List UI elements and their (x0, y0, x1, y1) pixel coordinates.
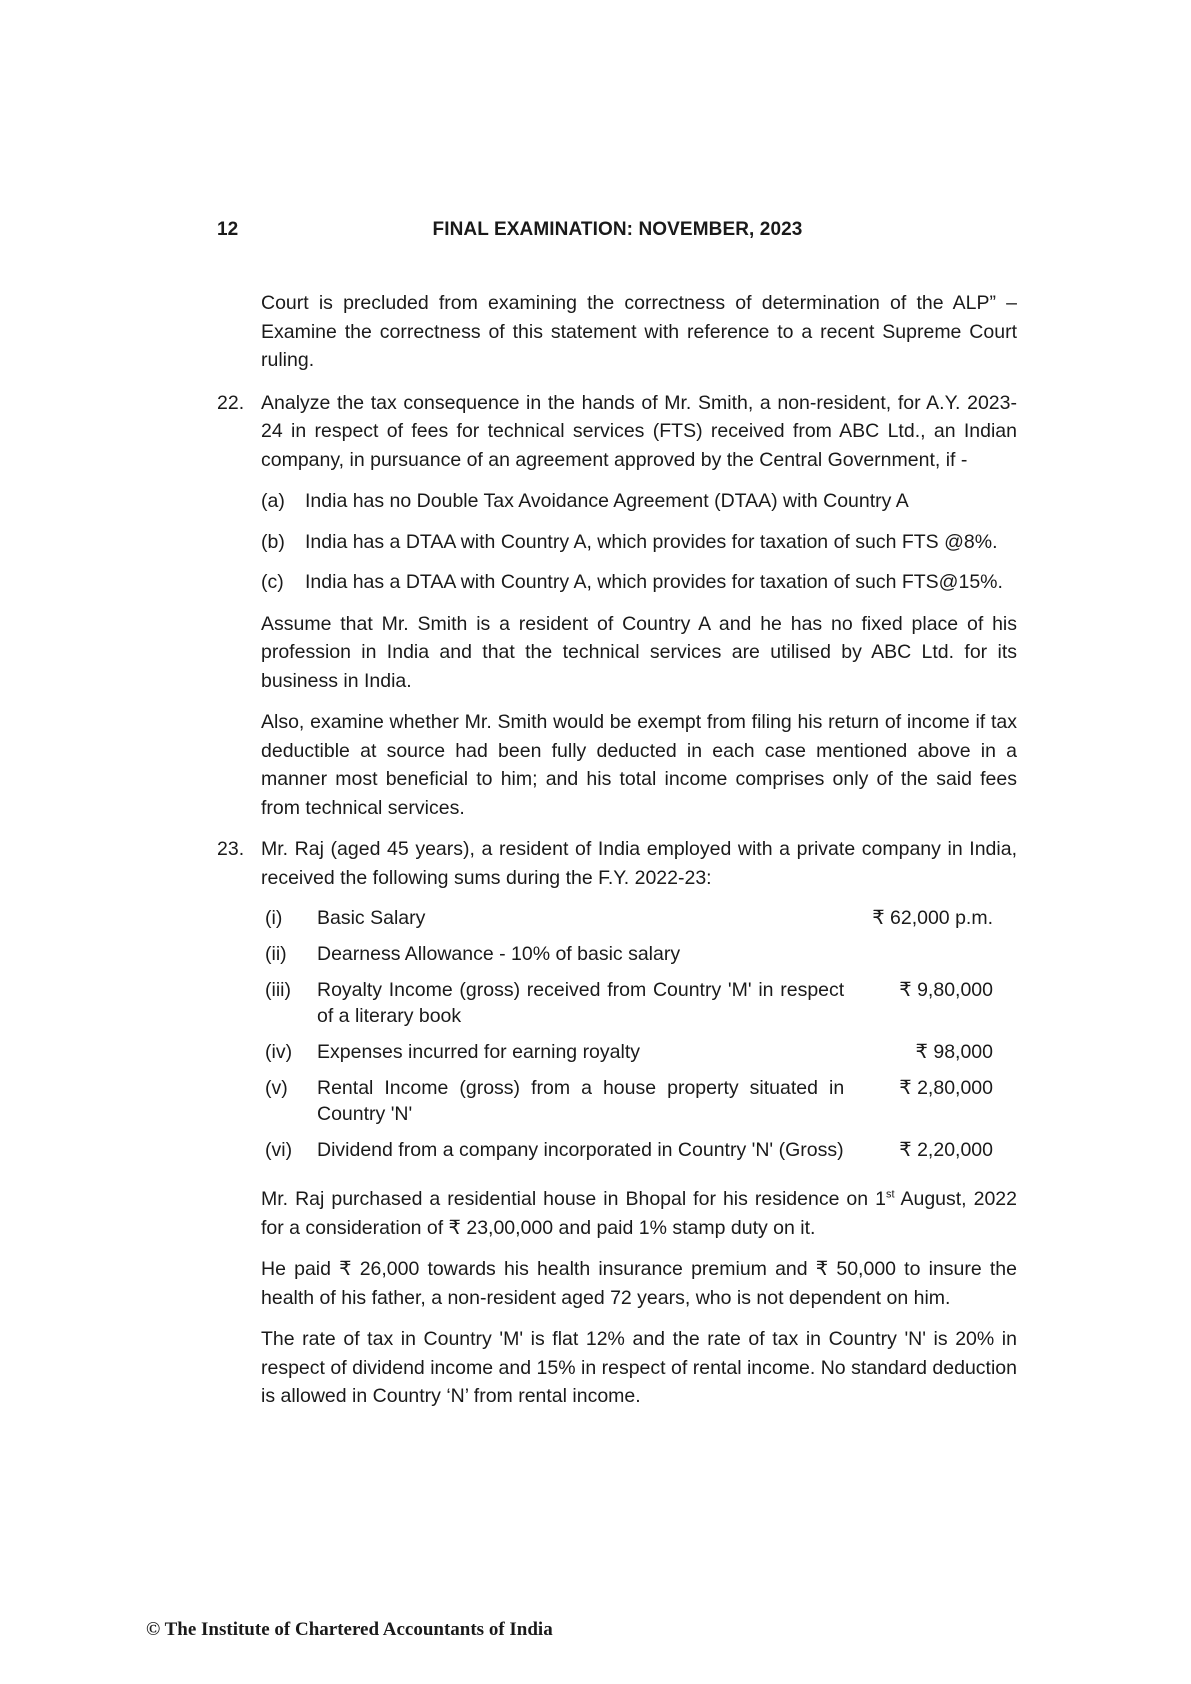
list-item (261, 487, 1017, 516)
row-description: Rental Income (gross) from a house property situated in Country 'N' (317, 1077, 845, 1125)
table-row (261, 1075, 999, 1137)
table-row (261, 941, 999, 977)
question-body (261, 835, 1017, 1424)
table-row (261, 1137, 999, 1173)
page-number: 12 (217, 219, 239, 240)
question-body (261, 389, 1017, 836)
house-text-start: Mr. Raj purchased a residential house in Bhopal for his residence on 1 (261, 1188, 886, 1210)
question-22 (217, 389, 1017, 836)
question-intro: Mr. Raj (aged 45 years), a resident of India employed with a private company in India, received the following sums during the F.Y. 2022-23: (261, 838, 1017, 889)
row-label: (ii) (265, 943, 287, 965)
list-item-text: India has no Double Tax Avoidance Agreement (DTAA) with Country A (305, 490, 909, 512)
sub-item-list (261, 487, 1017, 597)
table-row (261, 905, 999, 941)
row-amount: ₹ 98,000 (915, 1041, 993, 1063)
list-item (261, 528, 1017, 557)
row-label: (vi) (265, 1139, 293, 1161)
footer-copyright: © The Institute of Chartered Accountants of India (146, 1619, 553, 1640)
row-description: Basic Salary (317, 907, 426, 929)
row-description: Royalty Income (gross) received from Country 'M' in respect of a literary book (317, 979, 845, 1027)
row-amount: ₹ 9,80,000 (899, 979, 993, 1001)
house-purchase-paragraph (261, 1185, 1017, 1242)
question-number: 22. (217, 391, 245, 414)
assumption-paragraph: Assume that Mr. Smith is a resident of Country A and he has no fixed place of his profession in India and that the technical services are utilised by ABC Ltd. for its business in India. (261, 612, 1017, 692)
list-item-label: (a) (261, 490, 285, 512)
document-body (217, 289, 1017, 1424)
row-amount: ₹ 2,20,000 (899, 1139, 993, 1161)
question-23 (217, 835, 1017, 1424)
row-description: Dividend from a company incorporated in Country 'N' (Gross) (317, 1139, 844, 1161)
row-label: (iv) (265, 1041, 293, 1063)
income-table (261, 905, 999, 1173)
table-row (261, 977, 999, 1039)
row-description: Dearness Allowance - 10% of basic salary (317, 943, 681, 965)
row-label: (v) (265, 1077, 288, 1099)
question-intro: Analyze the tax consequence in the hands of Mr. Smith, a non-resident, for A.Y. 2023-24 in respect of fees for technical services (FTS) received from ABC Ltd., an Indian company, in pursuance of an agreement approved by the Central Government, if - (261, 391, 1017, 471)
row-amount: ₹ 2,80,000 (899, 1077, 993, 1099)
continuation-paragraph: Court is precluded from examining the correctness of determination of the ALP” – Examine the correctness of this statement with reference to a recent Supreme Court ruling. (261, 292, 1017, 371)
row-label: (iii) (265, 979, 291, 1001)
ordinal-superscript: st (885, 1188, 895, 1201)
list-item-label: (c) (261, 571, 284, 593)
examine-paragraph: Also, examine whether Mr. Smith would be exempt from filing his return of income if tax deductible at source had been fully deducted in each case mentioned above in a manner most beneficial to him; and his total income comprises only of the said fees from technical services. (261, 711, 1017, 819)
list-item-text: India has a DTAA with Country A, which provides for taxation of such FTS@15%. (305, 571, 1003, 593)
list-item-label: (b) (261, 530, 285, 553)
page-header-title: FINAL EXAMINATION: NOVEMBER, 2023 (432, 219, 803, 240)
row-label: (i) (265, 907, 283, 929)
row-amount: ₹ 62,000 p.m. (872, 907, 993, 929)
tax-rates-paragraph: The rate of tax in Country 'M' is flat 12% and the rate of tax in Country 'N' is 20% in respect of dividend income and 15% in respect of rental income. No standard deduction is allowed in Country ‘N’ from rental income. (261, 1328, 1017, 1407)
list-item-text: India has a DTAA with Country A, which provides for taxation of such FTS @8%. (305, 530, 998, 553)
insurance-paragraph: He paid ₹ 26,000 towards his health insurance premium and ₹ 50,000 to insure the health of his father, a non-resident aged 72 years, who is not dependent on him. (261, 1258, 1017, 1309)
row-amount (872, 941, 999, 977)
question-number: 23. (217, 838, 245, 860)
list-item (261, 568, 1017, 597)
table-row (261, 1039, 999, 1075)
house-text-end: August, 2022 for a consideration of ₹ 23,00,000 and paid 1% stamp duty on it. (261, 1188, 1017, 1239)
row-description: Expenses incurred for earning royalty (317, 1041, 640, 1063)
